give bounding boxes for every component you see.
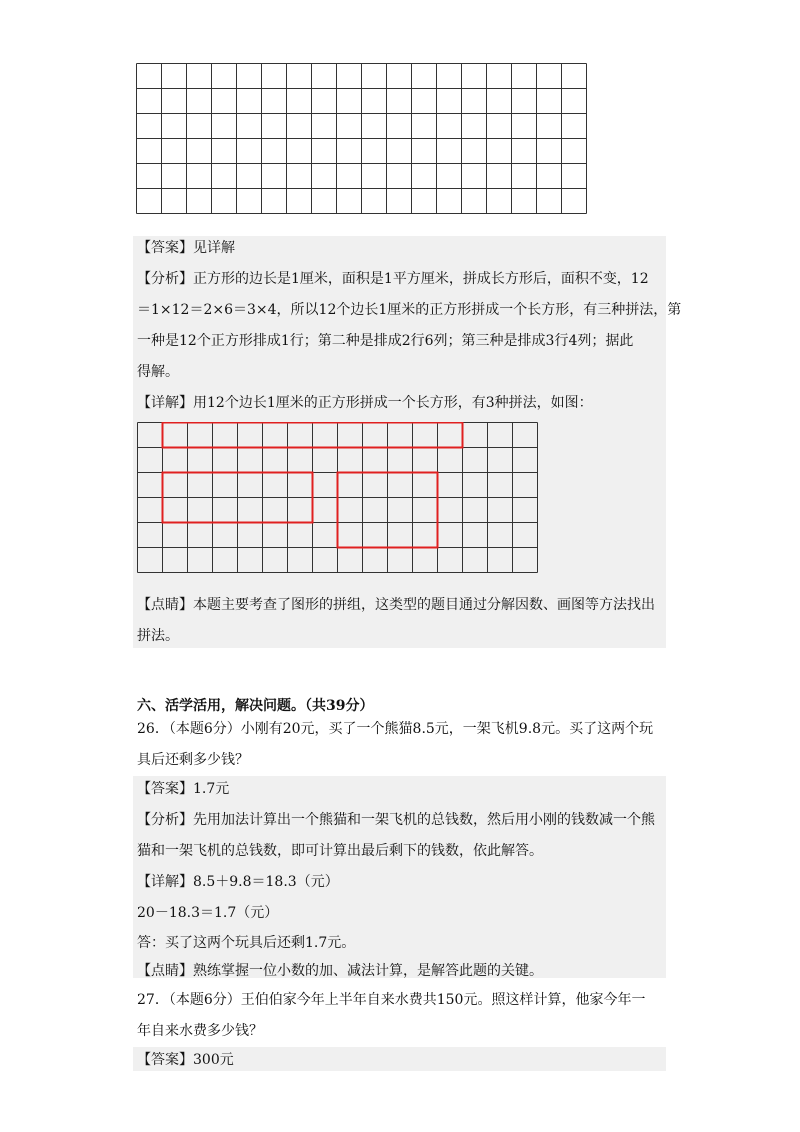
q25-answer: 【答案】见详解: [137, 240, 235, 256]
empty-square-grid: [136, 63, 592, 225]
section-six-title: 六、活学活用，解决问题。（共39分）: [137, 698, 374, 714]
q25-detail: 【详解】用12个边长1厘米的正方形拼成一个长方形，有3种拼法，如图：: [137, 395, 593, 411]
q25-comment-line-1: 【点睛】本题主要考查了图形的拼组，这类型的题目通过分解因数、画图等方法找出: [137, 597, 655, 613]
q26-analysis-line-1: 【分析】先用加法计算出一个熊猫和一架飞机的总钱数，然后用小刚的钱数减一个熊: [137, 812, 655, 828]
q26-comment: 【点睛】熟练掌握一位小数的加、减法计算，是解答此题的关键。: [137, 963, 543, 979]
q25-analysis-line-1: 【分析】正方形的边长是1厘米，面积是1平方厘米，拼成长方形后，面积不变，12: [137, 271, 649, 287]
q26-detail-line-1: 【详解】8.5＋9.8＝18.3（元）: [137, 874, 339, 890]
q26-stem-line-1: 26．（本题6分）小刚有20元，买了一个熊猫8.5元，一架飞机9.8元。买了这两个玩: [137, 721, 654, 737]
q26-detail-line-2: 20－18.3＝1.7（元）: [137, 905, 279, 921]
q25-analysis-line-3: 一种是12个正方形排成1行；第二种是排成2行6列；第三种是排成3行4列；据此: [137, 333, 634, 349]
q25-analysis-line-2: ＝1×12＝2×6＝3×4，所以12个边长1厘米的正方形拼成一个长方形，有三种拼法，第: [137, 302, 682, 318]
q25-analysis-line-4: 得解。: [137, 364, 179, 380]
q27-stem-line-2: 年自来水费多少钱？: [137, 1023, 263, 1039]
q25-comment-line-2: 拼法。: [137, 628, 179, 644]
answer-grid-svg: [137, 422, 545, 578]
q27-stem-line-1: 27．（本题6分）王伯伯家今年上半年自来水费共150元。照这样计算，他家今年一: [137, 992, 646, 1008]
q26-analysis-line-2: 猫和一架飞机的总钱数，即可计算出最后剩下的钱数，依此解答。: [137, 843, 543, 859]
q26-stem-line-2: 具后还剩多少钱？: [137, 752, 249, 768]
q26-detail-line-3: 答：买了这两个玩具后还剩1.7元。: [137, 935, 356, 951]
q26-answer: 【答案】1.7元: [137, 781, 230, 797]
answer-square-grid: [137, 422, 545, 578]
q27-answer: 【答案】300元: [137, 1052, 234, 1068]
empty-grid-svg: [136, 63, 592, 225]
